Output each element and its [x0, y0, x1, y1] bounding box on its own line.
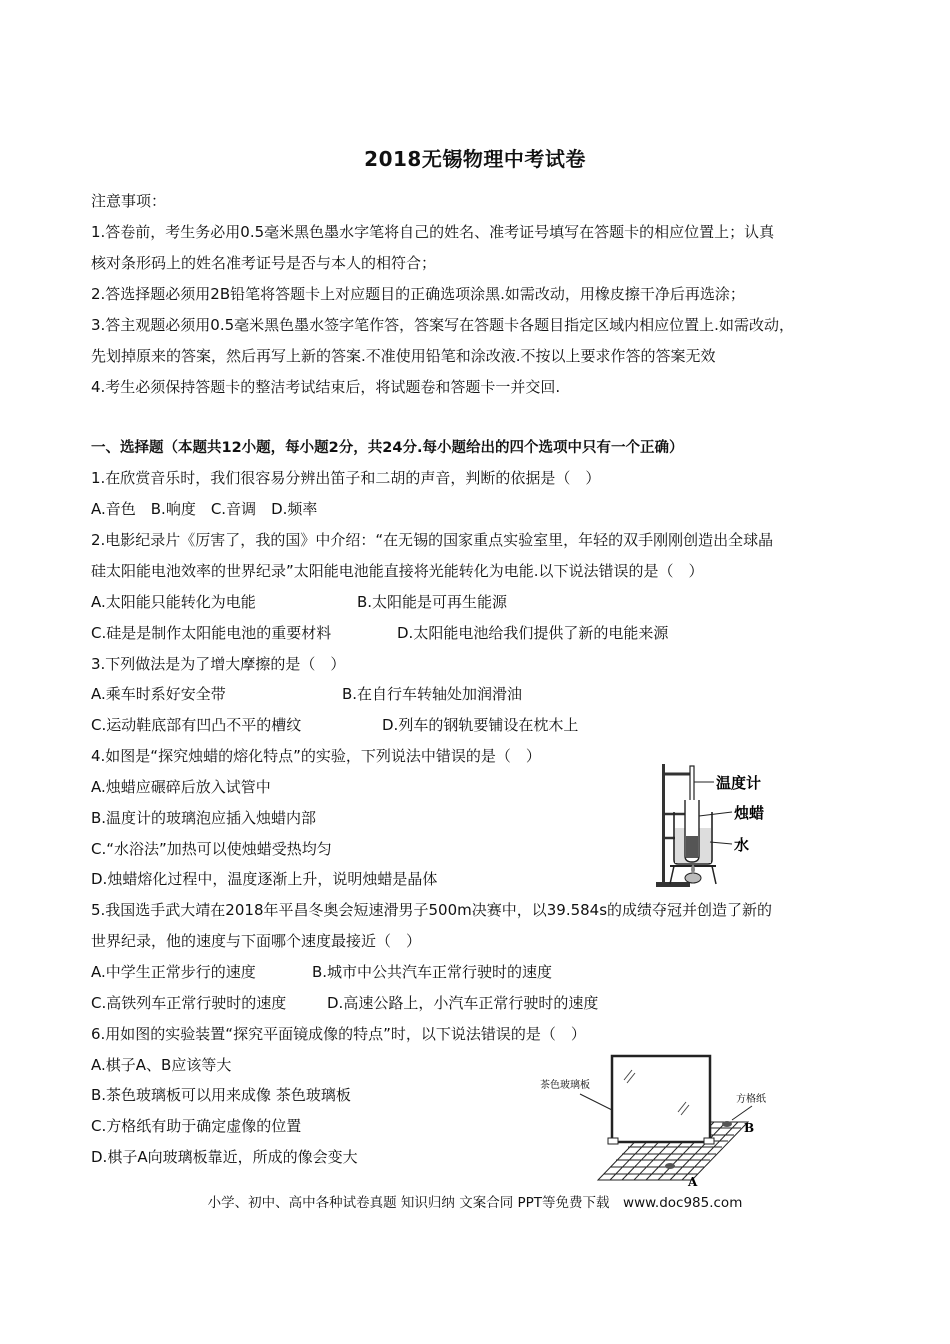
q5-option-c: C.高铁列车正常行驶时的速度 [91, 994, 287, 1012]
q2-option-c: C.硅是是制作太阳能电池的重要材料 [91, 624, 332, 642]
q3-option-d: D.列车的钢轨要铺设在枕木上 [382, 716, 579, 734]
q2-stem: 2.电影纪录片《厉害了，我的国》中介绍：“在无锡的国家重点实验室里，年轻的双手刚刚创造出全球晶 [91, 531, 774, 549]
glass-plate [612, 1056, 710, 1142]
fig-label-a: A [688, 1175, 698, 1188]
q4-option-d: D.烛蜡熔化过程中，温度逐渐上升，说明烛蜡是晶体 [91, 870, 438, 888]
fig-label-thermometer: 温度计 [716, 774, 762, 792]
q6-option-a: A.棋子A、B应该等大 [91, 1056, 232, 1074]
q3-option-b: B.在自行车转轴处加润滑油 [342, 685, 523, 703]
notes-line: 核对条形码上的姓名准考证号是否与本人的相符合； [91, 254, 437, 272]
q2-option-b: B.太阳能是可再生能源 [357, 593, 508, 611]
q2-stem: 硅太阳能电池效率的世界纪录”太阳能电池能直接将光能转化为电能.以下说法错误的是（ ） [91, 562, 704, 580]
q3-option-c: C.运动鞋底部有凹凸不平的槽纹 [91, 716, 302, 734]
fig-label-wax: 烛蜡 [734, 804, 765, 822]
footer-download-link[interactable]: 小学、初中、高中各种试卷真题 知识归纳 文案合同 PPT等免费下载 www.doc985.com [207, 1195, 743, 1211]
stand-rod [662, 764, 665, 884]
notes-line: 2.答选择题必须用2B铅笔将答题卡上对应题目的正确选项涂黑.如需改动，用橡皮擦干净后再选涂； [91, 285, 745, 303]
notes-line: 3.答主观题必须用0.5毫米黑色墨水签字笔作答，答案写在答题卡各题目指定区域内相应位置上.如需改动， [91, 316, 794, 334]
q3-option-a: A.乘车时系好安全带 [91, 685, 226, 703]
fig-label-glass: 茶色玻璃板 [540, 1080, 590, 1091]
q5-option-b: B.城市中公共汽车正常行驶时的速度 [312, 963, 553, 981]
notes-line: 1.答卷前，考生务必用0.5毫米黑色墨水字笔将自己的姓名、准考证号填写在答题卡的相应位置上；认真 [91, 223, 775, 241]
q2-option-a: A.太阳能只能转化为电能 [91, 593, 256, 611]
q5-option-a: A.中学生正常步行的速度 [91, 963, 256, 981]
q1-options: A.音色 B.响度 C.音调 D.频率 [91, 500, 318, 518]
q4-option-b: B.温度计的玻璃泡应插入烛蜡内部 [91, 809, 317, 827]
notes-line: 先划掉原来的答案，然后再写上新的答案.不准使用铅笔和涂改液.不按以上要求作答的答案无效 [91, 347, 716, 365]
stand-base [656, 882, 690, 887]
chess-piece-a [665, 1163, 675, 1169]
q6-option-d: D.棋子A向玻璃板靠近，所成的像会变大 [91, 1148, 358, 1166]
q4-option-a: A.烛蜡应碾碎后放入试管中 [91, 778, 271, 796]
q6-option-c: C.方格纸有助于确定虚像的位置 [91, 1117, 302, 1135]
notes-line: 4.考生必须保持答题卡的整洁考试结束后，将试题卷和答题卡一并交回. [91, 378, 561, 396]
plane-mirror-figure [540, 1050, 790, 1188]
chess-piece-b [722, 1121, 732, 1127]
fig-label-water: 水 [734, 836, 750, 854]
fig-label-b: B [744, 1121, 755, 1135]
q1-stem: 1.在欣赏音乐时，我们很容易分辨出笛子和二胡的声音，判断的依据是（ ） [91, 469, 601, 487]
notes-heading: 注意事项： [91, 192, 167, 210]
q5-option-d: D.高速公路上，小汽车正常行驶时的速度 [327, 994, 599, 1012]
page-title: 2018无锡物理中考试卷 [364, 147, 586, 171]
melting-apparatus-figure [652, 760, 782, 890]
q4-option-c: C.“水浴法”加热可以使烛蜡受热均匀 [91, 840, 332, 858]
section-heading: 一、选择题（本题共12小题，每小题2分，共24分.每小题给出的四个选项中只有一个正确） [91, 440, 684, 456]
q6-stem: 6.用如图的实验装置“探究平面镜成像的特点”时，以下说法错误的是（ ） [91, 1025, 586, 1043]
q5-stem: 世界纪录，他的速度与下面哪个速度最接近（ ） [91, 932, 422, 950]
q4-stem: 4.如图是“探究烛蜡的熔化特点”的实验，下列说法中错误的是（ ） [91, 747, 541, 765]
q5-stem: 5.我国选手武大靖在2018年平昌冬奥会短速滑男子500m决赛中，以39.584s的成绩夺冠并创造了新的 [91, 901, 773, 919]
q6-option-b: B.茶色玻璃板可以用来成像 茶色玻璃板 [91, 1086, 351, 1104]
fig-label-grid: 方格纸 [736, 1094, 766, 1105]
q2-option-d: D.太阳能电池给我们提供了新的电能来源 [397, 624, 669, 642]
q3-stem: 3.下列做法是为了增大摩擦的是（ ） [91, 655, 346, 673]
